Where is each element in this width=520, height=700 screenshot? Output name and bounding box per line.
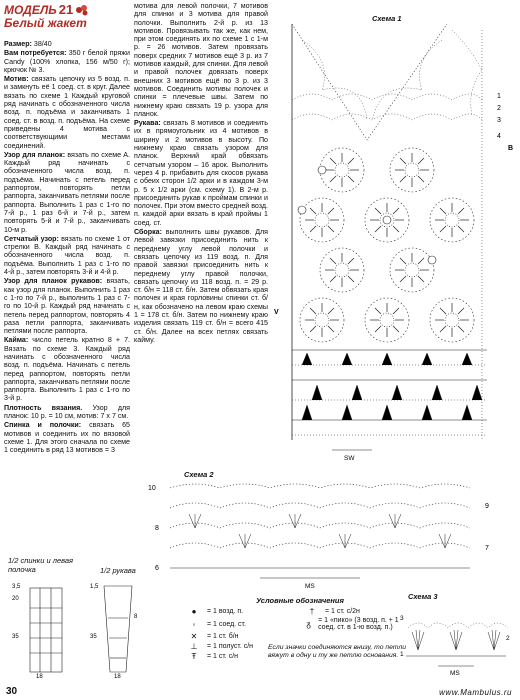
back-label: Спинка и полочки: (4, 421, 82, 430)
scheme2-row-10: 10 (148, 485, 156, 492)
material-paragraph (4, 49, 130, 74)
scheme3-label: Схема 3 (408, 592, 438, 601)
net-value: вязать по схеме 1 от стрелки В. Каждый ряд начинать с обозначенного числа возд. п. подъёма. Выполнить 1 раз с 1-го по 4-й р., затем повторять 3-й и 4-й р. (4, 234, 130, 277)
size-value: 38/40 (33, 40, 52, 48)
scheme3-diagram (398, 600, 514, 680)
scheme2-ms-mark: MS (305, 583, 315, 590)
edge-label: Кайма: (4, 336, 29, 345)
site-watermark[interactable]: www.Mambulus.ru (439, 688, 512, 697)
half-double-icon: ⊥ (190, 642, 198, 651)
scheme3-ms-mark: MS (450, 670, 460, 677)
pattern-sleeve-dim-1: 1,5 (90, 584, 99, 590)
back-value: связать 65 мотивов и соединить их по вязовой схеме 1. Для этого сначала по схеме 1 соединить в ряд 13 мотивов = 3 (4, 421, 130, 455)
double-treble-icon: † (309, 607, 315, 616)
motif-paragraph (4, 75, 130, 150)
legend-title: Условные обозначения (256, 596, 344, 605)
continued-paragraph: мотива для левой полочки, 7 мотивов для спинки и 3 мотива для правой полочки. Выполнить 2-й р. из 13 мотивов. Провязывать так же, как нем, при этом соединять их по схеме 1 с 1-м р. = 26 мотивов. Затем провязать поверх средних 7 мотивов ещё 3 р. из 7 мотивов каждый, для спинки. Для левой и правой полочек довязать поверх внешних 3 мотивов ещё по 3 р. из 3 мотивов. Соединить мотивы полочек и спинки = плечевые швы. Затем по нижнему краю связать 19 р. узора для планок. (134, 2, 268, 118)
scheme1-sw-mark: SW (344, 455, 355, 462)
scheme1-mark-4: 4 (497, 133, 501, 140)
model-number: 21 (58, 2, 74, 17)
sleeve-pattern-value: вязать, как узор для планок. Выполнить 1 раз с 1-го по 7-й р., выполнить 1 раз с 7-го по 10-й р. Каждый ряд начинать с петель перед раппортом, повторять 4 раза петли раппорта, заканчивать петлями после раппорта. (4, 277, 130, 336)
net-label: Сетчатый узор: (4, 234, 59, 243)
single-crochet-icon: ✕ (190, 632, 198, 641)
edge-value: число петель кратно 8 + 7. Вязать по схеме 3. Каждый ряд начинать с обозначенного числа возд. п. подъёма. Начинать с петель перед раппортом, повторять петли раппорта, заканчивать петлями после раппорта. Выполнить 1 раз с 1-го по 3-й р. (4, 336, 130, 403)
pattern-back-label: 1/2 спинки и левая полочка (8, 556, 74, 574)
size-paragraph (4, 40, 130, 48)
legend-text: = 1 ст. с/2н (325, 608, 360, 615)
picot-icon: ᵹ (306, 619, 311, 629)
model-label: МОДЕЛЬ (4, 2, 57, 17)
motif-number-marker (428, 256, 436, 264)
legend-item (185, 607, 297, 616)
gauge-paragraph (4, 404, 130, 421)
scheme3-row-2: 2 (506, 635, 510, 642)
instructions-column-2 (134, 2, 268, 345)
pattern-sleeve-dim-2: 8 (134, 614, 138, 620)
scheme1-mark-v: V (274, 309, 279, 316)
legend-text: = 1 полуст. с/н (207, 643, 254, 650)
scheme1-mark-b: B (508, 145, 514, 152)
pattern-sleeve-dim-4: 18 (114, 674, 121, 678)
flower-icon (75, 4, 89, 16)
scheme2-row-9: 9 (485, 503, 489, 510)
gauge-label: Плотность вязания. (4, 403, 83, 412)
motif-number-marker (383, 216, 391, 224)
back-paragraph (4, 421, 130, 454)
legend-note: Если значки соединяются внизу, то петли вяжут в одну и ту же петлю основания. (268, 644, 407, 659)
slip-stitch-icon: ◦ (192, 619, 196, 629)
scheme1-label: Схема 1 (372, 14, 402, 23)
sleeves-label: Рукава: (134, 119, 161, 128)
double-crochet-icon: Ŧ (191, 652, 197, 661)
legend-text: = 1 ст. с/н (207, 653, 239, 660)
edge-paragraph (4, 336, 130, 402)
planka-value: вязать по схеме А. Каждый ряд начинать с обозначенного числа возд. п. подъёма. Начинать с петель перед раппортом, повторять петли раппорта, заканчивать петлями после раппорта. Выполнить 1 раз с 1-го по 7-й р., 1 раз 6-й и 7-й р., затем повторять 5-й и 7-й р., заканчивать 10-м р. (4, 150, 130, 234)
scheme3-row-1: 1 (400, 651, 404, 658)
assembly-value: выполнить швы рукавов. Для левой завязки присоединить нить к переднему углу левой полочки и связать цепочку из 119 возд. п. Для правой завязки присоединить нить к переднему углу правой полочки, связать цепочку из 118 возд. п. = 29 р. ст. б/н = 118 ст. б/н. Затем обвязать края полочек и края горловины спинки ст. б/н, как обозначено на левом краю схемы 1 = 178 ст. б/н. Затем по нижнему краю изделия связать 119 ст. б/н = всего 415 ст. б/н. Далее на всех петлях связать кайму. (134, 228, 268, 344)
assembly-paragraph (134, 228, 268, 344)
pattern-sleeve-diagram (88, 578, 148, 678)
material-label: Вам потребуется: (4, 49, 67, 58)
chain-stitch-icon: ● (191, 607, 197, 616)
motif-number-marker (298, 206, 306, 214)
motif-value: связать цепочку из 5 возд. п. и замкнуть её 1 соед. ст. в круг. Далее вязать по схеме 1 Каждый круговой ряд начинать с обозначенного числа возд. п. подъёма и заканчивать 1 соед. ст. в возд. п. подъёма. На схеме приведены 4 мотива с соответствующими местами соединений. (4, 75, 130, 150)
scheme1-mark-3: 3 (497, 117, 501, 124)
scheme2-label: Схема 2 (184, 470, 214, 479)
header (4, 2, 134, 30)
pattern-sleeve-label: 1/2 рукава (100, 566, 136, 575)
pattern-back-dim-1: 3,5 (12, 584, 21, 590)
pattern-back-dim-3: 35 (12, 634, 19, 640)
instructions-column-1 (4, 40, 130, 456)
pattern-back-dim-2: 20 (12, 596, 19, 602)
pattern-sleeve-dim-3: 35 (90, 634, 97, 640)
planka-label: Узор для планок: (4, 150, 66, 159)
scheme2-row-8: 8 (155, 525, 159, 532)
page-title: Белый жакет (4, 16, 87, 30)
scheme1-diagram (272, 20, 518, 468)
model-line (4, 2, 134, 17)
pattern-back-dim-4: 18 (36, 674, 43, 678)
legend-text: = 1 возд. п. (207, 608, 244, 615)
legend-item (185, 617, 297, 631)
size-label: Размер: (4, 40, 32, 48)
scheme2-diagram (140, 478, 520, 590)
sleeve-pattern-label: Узор для планок рукавов: (4, 277, 103, 286)
scheme1-mark-1: 1 (497, 93, 501, 100)
legend-text: = 1 соед. ст. (207, 620, 246, 628)
material-value: 350 г белой пряжи Candy (100% хлопка, 156 м/50 г); крючок № 3. (4, 49, 130, 74)
net-paragraph (4, 235, 130, 276)
pattern-back-diagram (6, 578, 78, 678)
legend-item (185, 632, 297, 641)
planka-paragraph (4, 151, 130, 234)
scheme3-row-3: 3 (400, 615, 404, 622)
sleeves-paragraph (134, 119, 268, 227)
motif-number-marker (318, 166, 326, 174)
scheme2-row-6: 6 (155, 565, 159, 572)
gauge-value: Узор для планок: 10 р. = 10 см, мотив: 7 х 7 см. (4, 403, 130, 421)
sleeve-pattern-paragraph (4, 277, 130, 335)
motif-label: Мотив: (4, 75, 29, 84)
scheme1-mark-2: 2 (497, 105, 501, 112)
scheme2-row-7: 7 (485, 545, 489, 552)
assembly-label: Сборка: (134, 228, 162, 237)
sleeves-value: связать 8 мотивов и соединить их в прямоугольник из 4 мотивов в ширину и 2 мотивов в высоту. По нижнему краю связать узором для планок. Верхний край обвязать сетчатым узором – 16 арок. Выполнить через 4 р. прибавить для скосов рукава с обеих сторон 1/2 арки и в каждом 3-м р. 5 х 1/2 арки (см. схему 1). В 2-м р. присоединить рукав к проймам спинки и полочек. При этом вместо средней возд. п. каждой арки вязать в край проймы 1 соед. ст. (134, 119, 268, 227)
page-number: 30 (6, 686, 18, 697)
legend-text: = 1 «пико» (3 возд. п. + 1 соед. ст. в 1-ю возд. п.) (318, 617, 399, 631)
legend-text: = 1 ст. б/н (207, 633, 239, 640)
